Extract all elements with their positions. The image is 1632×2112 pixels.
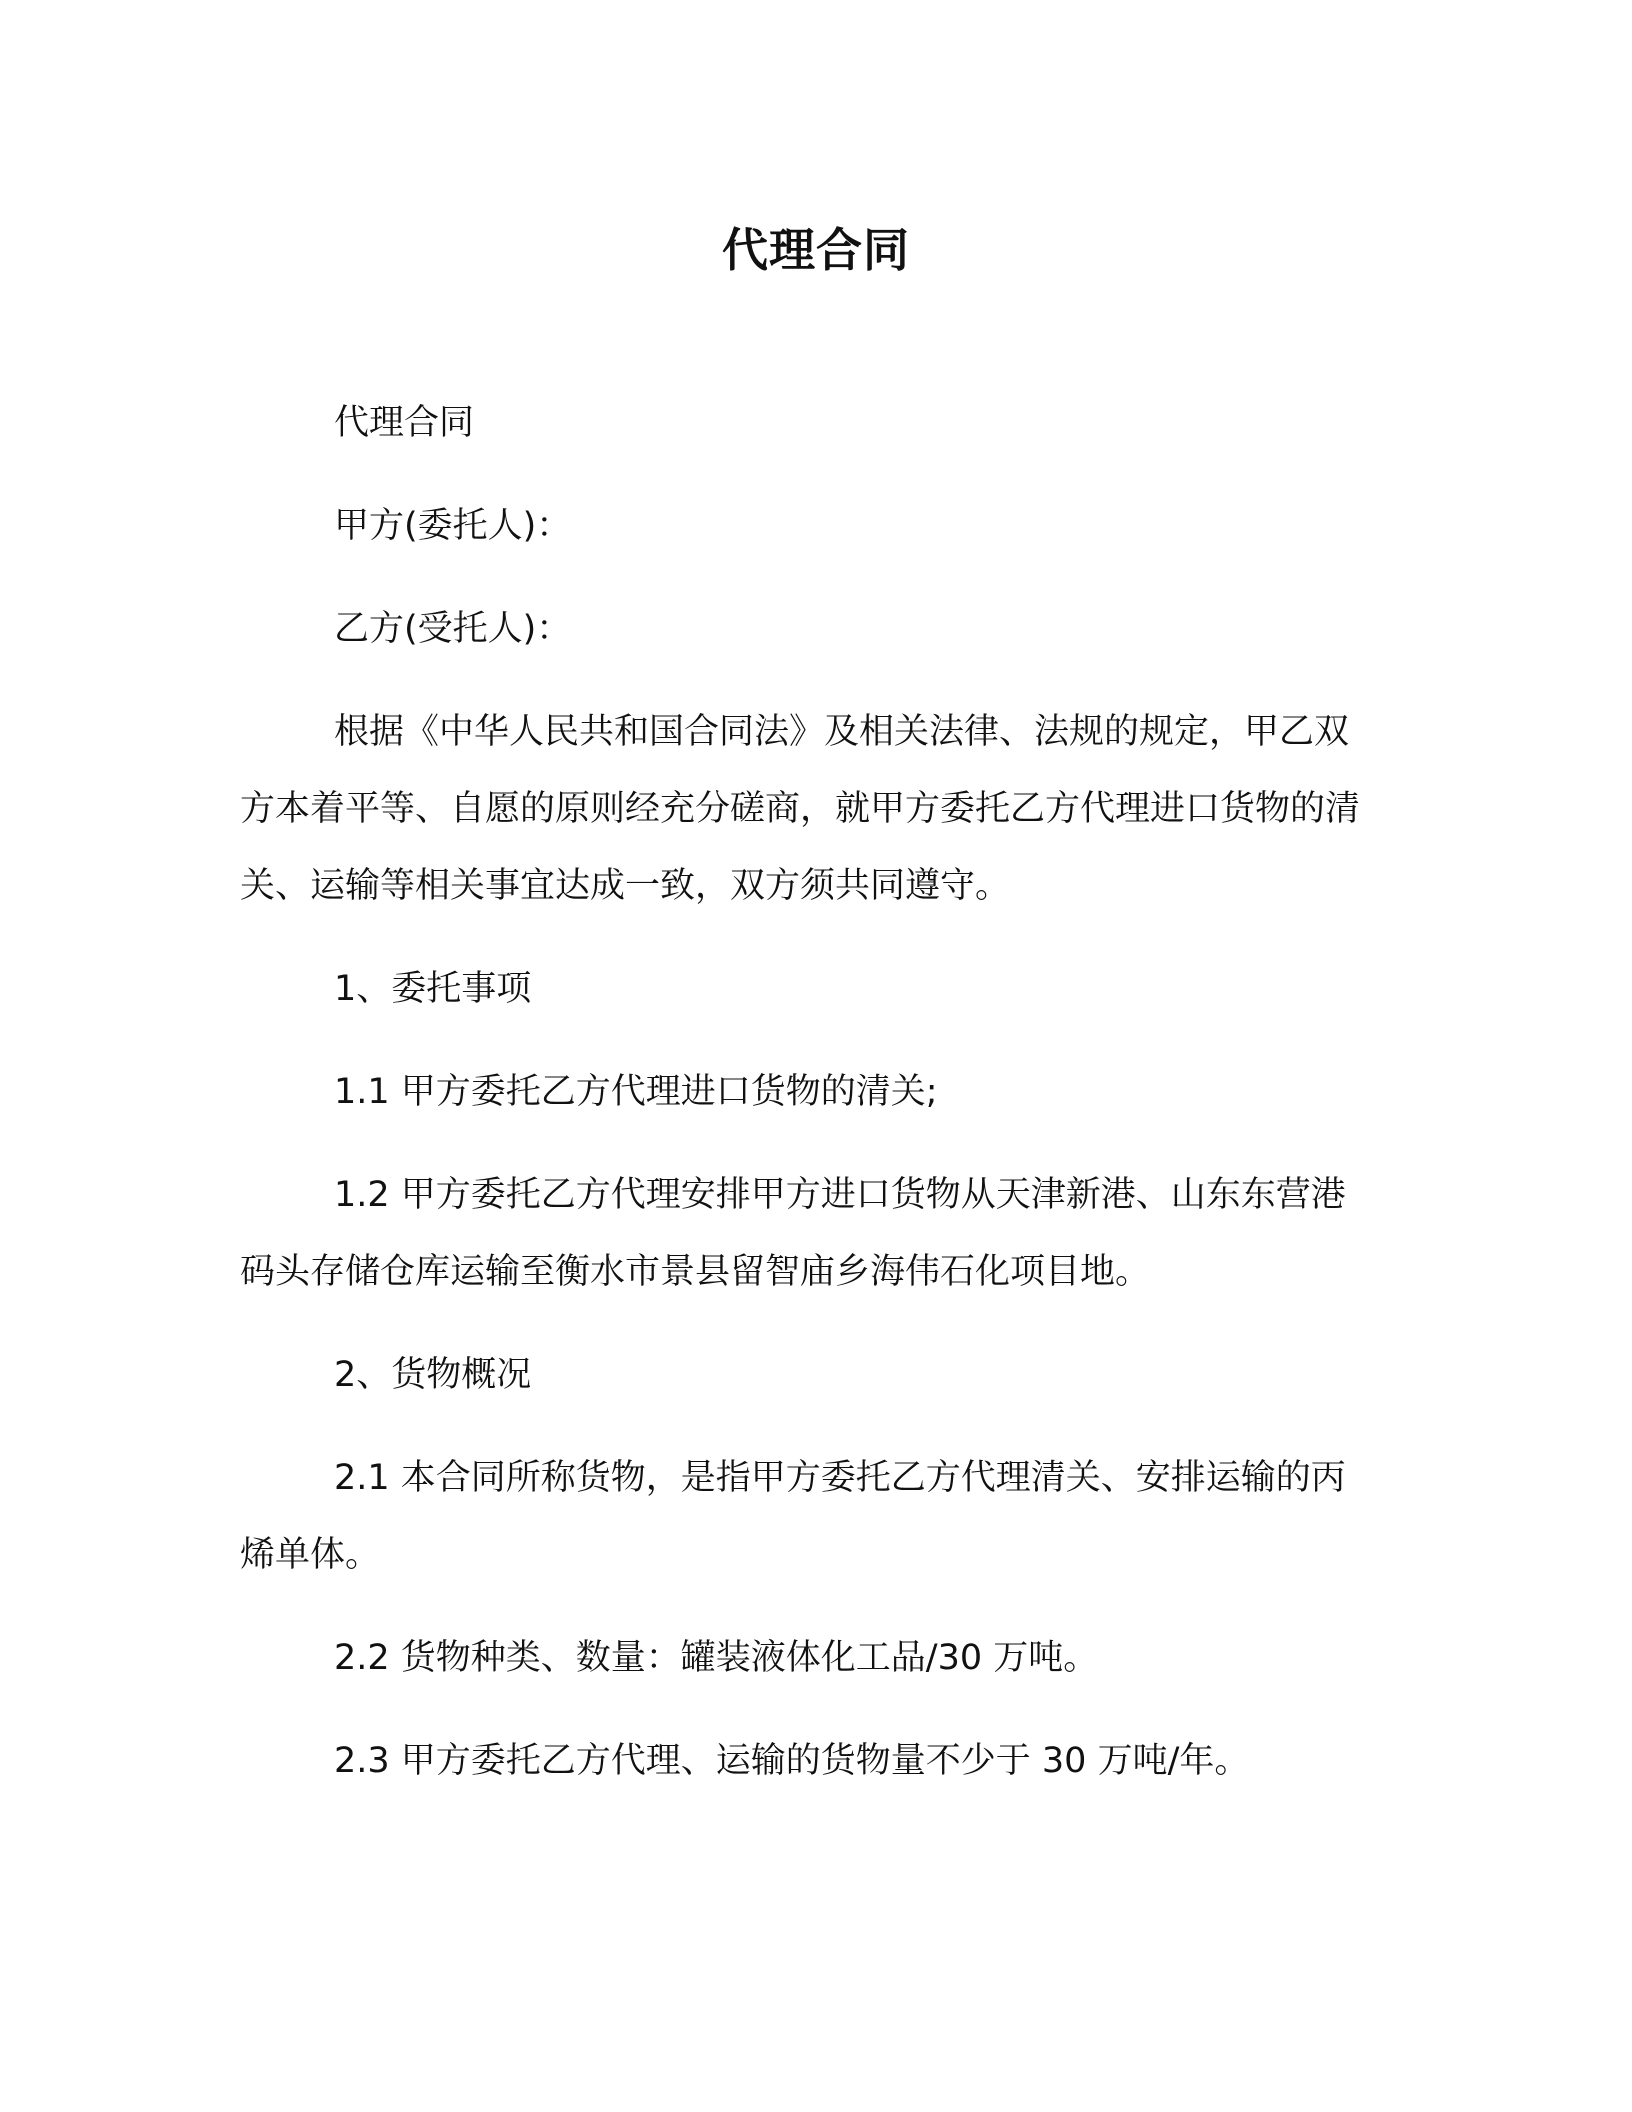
paragraph-clause-1-2: 1.2 甲方委托乙方代理安排甲方进口货物从天津新港、山东东营港码头存储仓库运输至衡水市景县留智庙乡海伟石化项目地。 [240, 1175, 1346, 1292]
paragraph-preamble: 根据《中华人民共和国合同法》及相关法律、法规的规定，甲乙双方本着平等、自愿的原则经充分磋商，就甲方委托乙方代理进口货物的清关、运输等相关事宜达成一致，双方须共同遵守。 [240, 712, 1361, 906]
paragraph-clause-2-1: 2.1 本合同所称货物，是指甲方委托乙方代理清关、安排运输的丙烯单体。 [240, 1458, 1346, 1575]
paragraph-clause-2-3: 2.3 甲方委托乙方代理、运输的货物量不少于 30 万吨/年。 [334, 1741, 1250, 1781]
paragraph-clause-2-2: 2.2 货物种类、数量：罐装液体化工品/30 万吨。 [334, 1638, 1099, 1678]
paragraph-section-2: 2、货物概况 [334, 1355, 532, 1395]
paragraph-heading: 代理合同 [334, 403, 475, 443]
document-title: 代理合同 [722, 223, 910, 277]
paragraph-party-a: 甲方(委托人)： [334, 506, 572, 546]
paragraph-party-b: 乙方(受托人)： [334, 609, 572, 649]
paragraph-section-1: 1、委托事项 [334, 969, 532, 1009]
paragraph-clause-1-1: 1.1 甲方委托乙方代理进口货物的清关; [334, 1072, 938, 1112]
